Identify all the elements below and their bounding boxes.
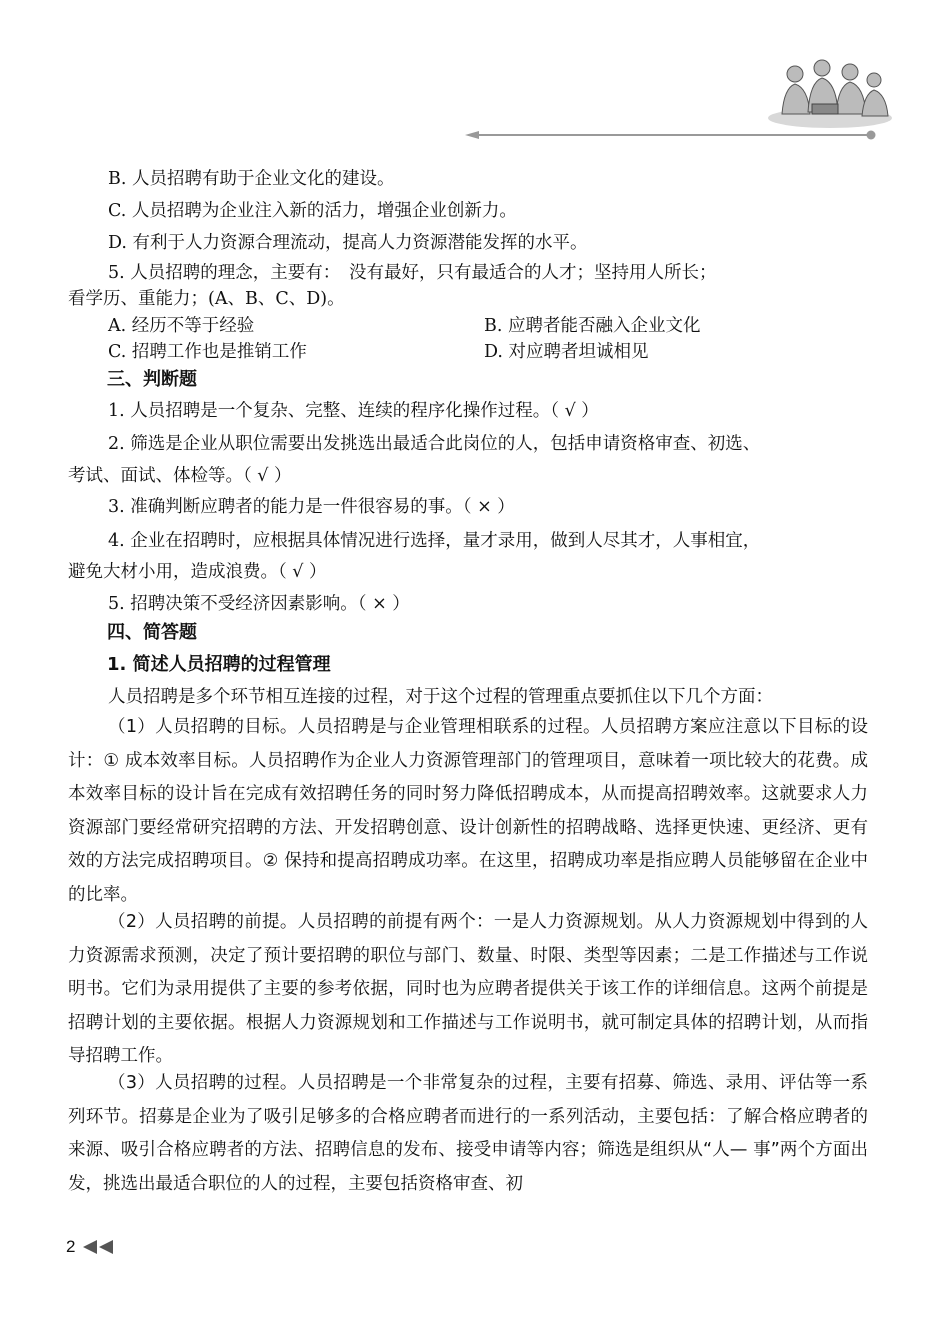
choice-b: B. 人员招聘有助于企业文化的建设。 bbox=[108, 169, 395, 189]
answer-paragraph-2: （2）人员招聘的前提。人员招聘的前提有两个：一是人力资源规划。从人力资源规划中得到的人力资源需求预测，决定了预计要招聘的职位与部门、数量、时限、类型等因素；二是工作描述与工作说明书。它们为录用提供了主要的参考依据，同时也为应聘者提供关于该工作的详细信息。这两个前提是招聘计划的主要依据。根据人力资源规划和工作描述与工作说明书，就可制定具体的招聘计划，从而指导招聘工作。 bbox=[68, 912, 868, 1067]
answer-intro: 人员招聘是多个环节相互连接的过程，对于这个过程的管理重点要抓住以下几个方面： bbox=[108, 687, 773, 707]
judgment-item-1: 1. 人员招聘是一个复杂、完整、连续的程序化操作过程。（ √ ） bbox=[108, 401, 599, 421]
judgment-item-2-line1: 2. 筛选是企业从职位需要出发挑选出最适合此岗位的人，包括申请资格审查、初选、 bbox=[108, 434, 761, 454]
choice-d: D. 有利于人力资源合理流动，提高人力资源潜能发挥的水平。 bbox=[108, 233, 588, 253]
section-heading-short-answer: 四、简答题 bbox=[107, 622, 197, 643]
double-left-arrow-icon bbox=[83, 1240, 117, 1254]
option-a: A. 经历不等于经验 bbox=[108, 316, 255, 336]
page-footer bbox=[66, 1237, 117, 1257]
answer-paragraph-1: （1）人员招聘的目标。人员招聘是与企业管理相联系的过程。人员招聘方案应注意以下目标的设计：① 成本效率目标。人员招聘作为企业人力资源管理部门的管理项目，意味着一项比较大的花费。成本效率目标的设计旨在完成有效招聘任务的同时努力降低招聘成本，从而提高招聘效率。这就要求人力资源部门要经常研究招聘的方法、开发招聘创意、设计创新性的招聘战略、选择更快速、更经济、更有效的方法完成招聘项目。② 保持和提高招聘成功率。在这里，招聘成功率是指应聘人员能够留在企业中的比率。 bbox=[68, 717, 868, 905]
header-divider bbox=[465, 130, 877, 140]
business-people-illustration bbox=[760, 52, 900, 132]
question-1-title: 1. 简述人员招聘的过程管理 bbox=[107, 654, 331, 675]
option-c: C. 招聘工作也是推销工作 bbox=[108, 342, 307, 362]
question-5-line1: 5. 人员招聘的理念，主要有： 没有最好，只有最适合的人才；坚持用人所长； bbox=[108, 263, 717, 283]
option-d: D. 对应聘者坦诚相见 bbox=[484, 342, 649, 362]
choice-c: C. 人员招聘为企业注入新的活力，增强企业创新力。 bbox=[108, 201, 517, 221]
judgment-item-2-line2: 考试、面试、体检等。（ √ ） bbox=[68, 466, 292, 486]
page-number: 2 bbox=[66, 1237, 76, 1256]
judgment-item-5: 5. 招聘决策不受经济因素影响。（ × ） bbox=[108, 594, 410, 614]
question-5-line2: 看学历、重能力；(A、B、C、D)。 bbox=[68, 289, 345, 309]
answer-paragraph-3: （3）人员招聘的过程。人员招聘是一个非常复杂的过程，主要有招募、筛选、录用、评估等一系列环节。招募是企业为了吸引足够多的合格应聘者而进行的一系列活动，主要包括：了解合格应聘者的来源、吸引合格应聘者的方法、招聘信息的发布、接受申请等内容；筛选是组织从“人— 事”两个方面出发，挑选出最适合职位的人的过程，主要包括资格审查、初 bbox=[68, 1073, 868, 1194]
judgment-item-3: 3. 准确判断应聘者的能力是一件很容易的事。（ × ） bbox=[108, 497, 515, 517]
option-b: B. 应聘者能否融入企业文化 bbox=[484, 316, 701, 336]
judgment-item-4-line1: 4. 企业在招聘时，应根据具体情况进行选择，量才录用，做到人尽其才，人事相宜， bbox=[108, 531, 761, 551]
judgment-item-4-line2: 避免大材小用，造成浪费。（ √ ） bbox=[68, 562, 327, 582]
section-heading-judgment: 三、判断题 bbox=[107, 369, 197, 390]
